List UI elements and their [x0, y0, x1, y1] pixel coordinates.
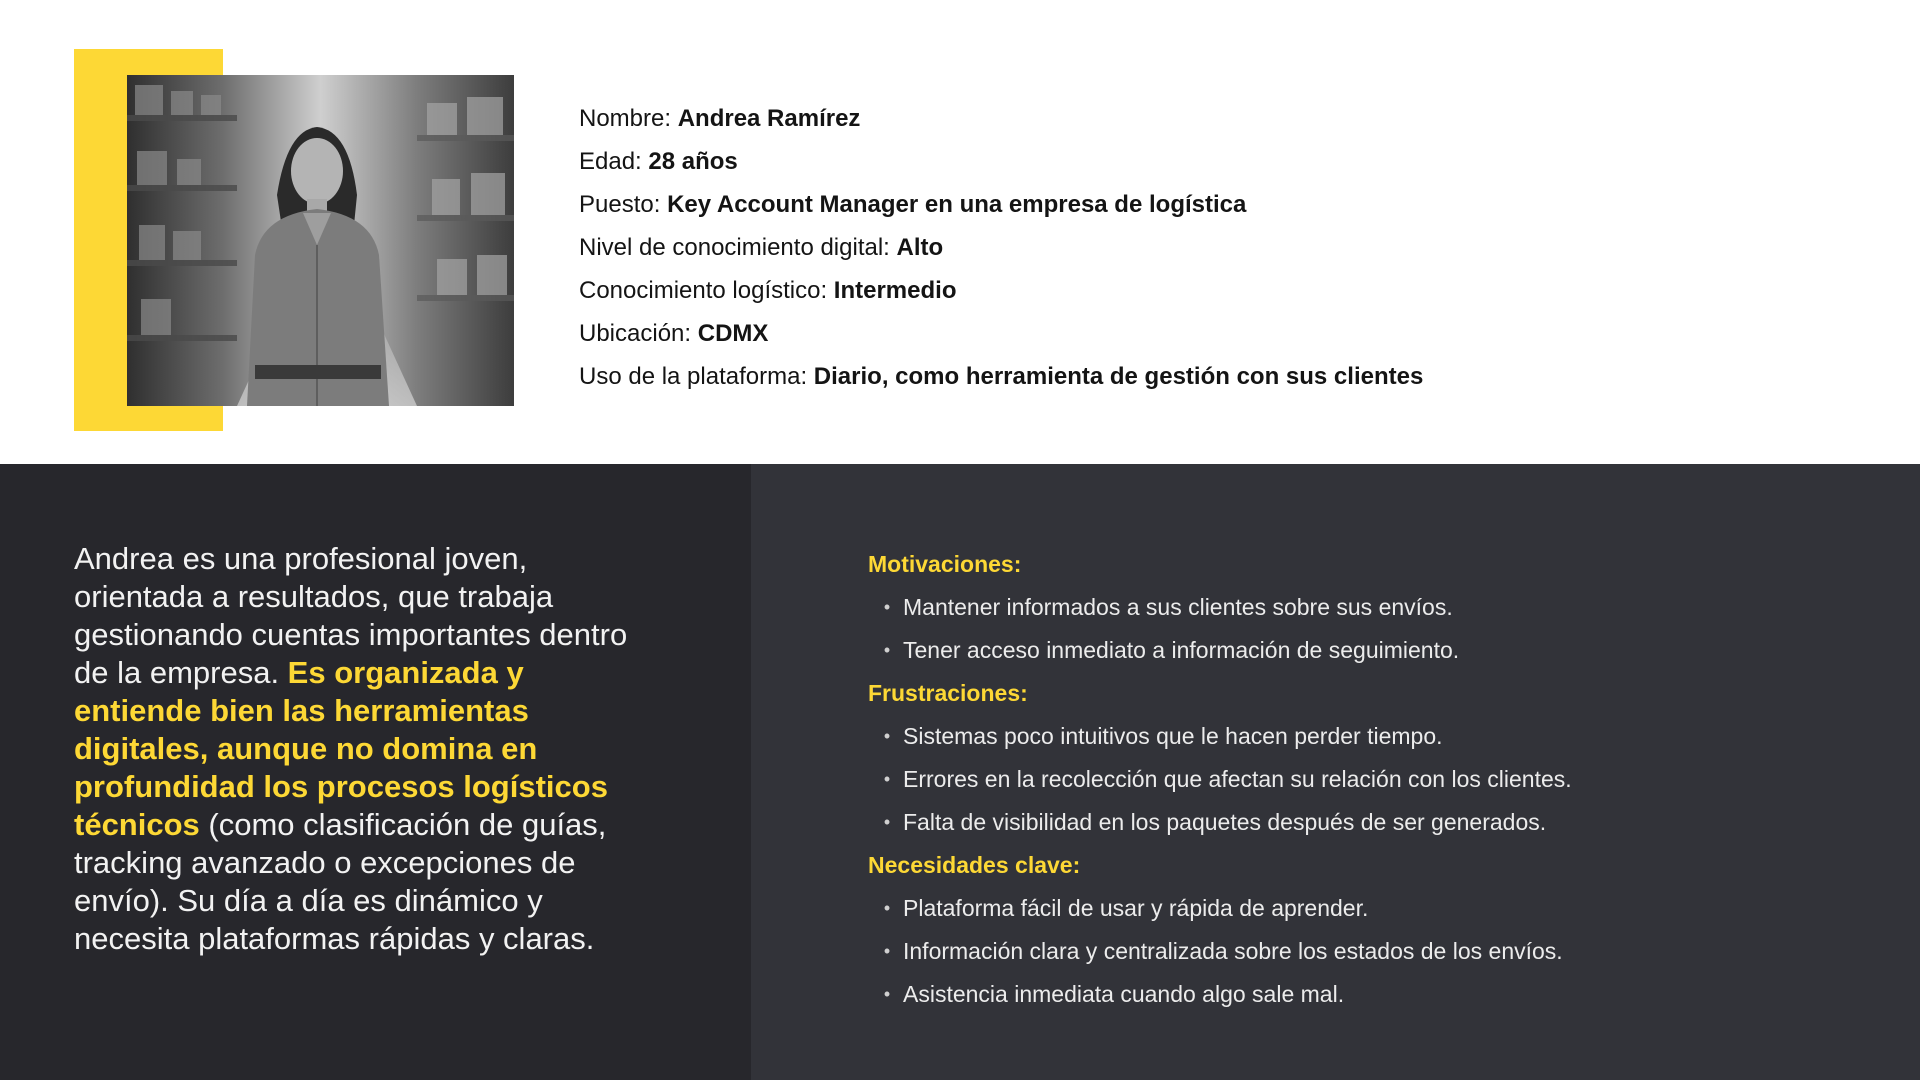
list-item-text: Información clara y centralizada sobre los estados de los envíos.	[903, 938, 1563, 964]
profile-field-logistics-knowledge	[579, 272, 1779, 315]
list-item-text: Mantener informados a sus clientes sobre sus envíos.	[903, 594, 1453, 620]
list-item-text: Plataforma fácil de usar y rápida de aprender.	[903, 895, 1369, 921]
list-item	[868, 930, 1868, 973]
field-value: Alto	[896, 234, 944, 261]
bullet-icon: •	[883, 812, 891, 832]
field-label: Ubicación:	[579, 320, 692, 347]
profile-field-position	[579, 186, 1779, 229]
section-title-key-needs: Necesidades clave:	[868, 852, 1081, 878]
list-item	[868, 973, 1868, 1016]
bullet-icon: •	[883, 769, 891, 789]
list-item	[868, 758, 1868, 801]
field-label: Edad:	[579, 148, 642, 175]
description-outro: (como clasificación de guías, tracking avanzado o excepciones de envío). Su día a día es dinámico y necesita plataformas rápidas y claras.	[74, 807, 607, 956]
bullet-icon: •	[883, 597, 891, 617]
section-title-motivations: Motivaciones:	[868, 551, 1022, 577]
list-item	[868, 629, 1868, 672]
bullet-icon: •	[883, 726, 891, 746]
bullet-icon: •	[883, 984, 891, 1004]
field-value: 28 años	[648, 148, 738, 175]
field-label: Puesto:	[579, 191, 661, 218]
field-label: Conocimiento logístico:	[579, 277, 828, 304]
profile-header	[0, 0, 1920, 464]
field-value: Andrea Ramírez	[677, 105, 861, 132]
section-title-frustrations: Frustraciones:	[868, 680, 1028, 706]
field-label: Uso de la plataforma:	[579, 363, 808, 390]
list-item-text: Sistemas poco intuitivos que le hacen perder tiempo.	[903, 723, 1443, 749]
list-item-text: Tener acceso inmediato a información de seguimiento.	[903, 637, 1460, 663]
field-value: Diario, como herramienta de gestión con sus clientes	[813, 363, 1424, 390]
insights-lists	[868, 543, 1868, 1016]
field-value: Intermedio	[833, 277, 957, 304]
field-value: CDMX	[697, 320, 769, 347]
description-intro: Andrea es una profesional joven, orientada a resultados, que trabaja gestionando cuentas importantes dentro de la empresa.	[74, 541, 628, 690]
persona-description	[74, 540, 634, 958]
field-label: Nivel de conocimiento digital:	[579, 234, 890, 261]
profile-field-platform-usage	[579, 358, 1779, 401]
field-value: Key Account Manager en una empresa de logística	[667, 191, 1247, 218]
list-item-text: Falta de visibilidad en los paquetes después de ser generados.	[903, 809, 1547, 835]
profile-field-digital-level	[579, 229, 1779, 272]
bullet-icon: •	[883, 640, 891, 660]
bullet-icon: •	[883, 898, 891, 918]
profile-field-name	[579, 100, 1779, 143]
profile-field-age	[579, 143, 1779, 186]
list-item	[868, 887, 1868, 930]
profile-field-location	[579, 315, 1779, 358]
field-label: Nombre:	[579, 105, 672, 132]
profile-info-list	[579, 100, 1779, 401]
list-item	[868, 715, 1868, 758]
bullet-icon: •	[883, 941, 891, 961]
list-item-text: Errores en la recolección que afectan su relación con los clientes.	[903, 766, 1572, 792]
persona-photo	[127, 75, 514, 406]
list-item	[868, 586, 1868, 629]
list-item-text: Asistencia inmediata cuando algo sale mal.	[903, 981, 1345, 1007]
list-item	[868, 801, 1868, 844]
description-highlight: Es organizada y entiende bien las herramientas digitales, aunque no domina en profundidad los procesos logísticos técnicos	[74, 655, 608, 842]
